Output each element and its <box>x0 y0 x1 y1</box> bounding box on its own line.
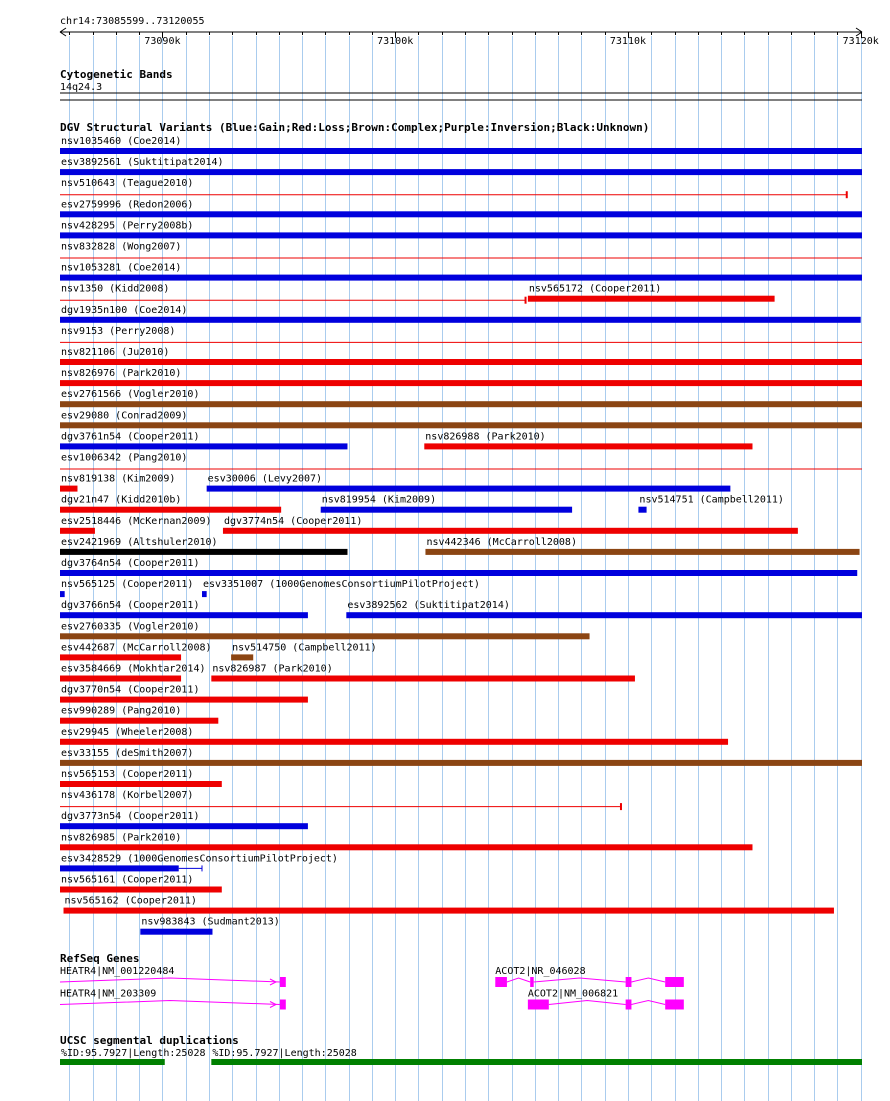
dgv-variant-label: dgv21n47 (Kidd2010b) <box>61 494 182 506</box>
ruler-tick-label: 73120k <box>842 36 879 47</box>
dgv-variant-label: nsv826985 (Park2010) <box>61 832 182 844</box>
dgv-variant[interactable] <box>202 579 480 597</box>
dgv-variant[interactable] <box>60 558 857 576</box>
dgv-variant[interactable] <box>60 748 862 766</box>
segdup-item[interactable] <box>211 1048 862 1065</box>
refseq-exon <box>626 977 632 987</box>
segmental-duplications-track[interactable] <box>60 1034 862 1065</box>
dgv-variant[interactable] <box>60 853 338 871</box>
dgv-variant-bar <box>211 676 635 682</box>
refseq-gene-label: ACOT2|NM_006821 <box>527 988 619 1000</box>
dgv-variant-bar <box>60 317 861 323</box>
ruler-tick-label: 73110k <box>609 36 647 47</box>
dgv-variant-label: esv2760335 (Vogler2010) <box>61 621 200 633</box>
dgv-variant-label: nsv436178 (Korbel2007) <box>61 790 194 802</box>
refseq-gene[interactable] <box>495 966 684 987</box>
dgv-variant-label: nsv1350 (Kidd2008) <box>61 283 170 295</box>
dgv-variant-label: nsv565172 (Cooper2011) <box>528 283 662 295</box>
dgv-variant[interactable] <box>60 600 308 618</box>
dgv-variant-label: nsv510643 (Teague2010) <box>61 178 194 190</box>
dgv-variant[interactable] <box>60 769 222 787</box>
refseq-gene-label: HEATR4|NM_001220484 <box>60 966 175 977</box>
dgv-variant-label: esv3584669 (Mokhtar2014) <box>61 663 206 675</box>
dgv-variant-label: nsv514751 (Campbell2011) <box>639 494 784 506</box>
dgv-variant-label: esv2761566 (Vogler2010) <box>61 389 200 401</box>
refseq-genes-track[interactable] <box>60 952 684 1010</box>
dgv-track-title: DGV Structural Variants (Blue:Gain;Red:Loss;Brown:Complex;Purple:Inversion;Black:Unknown) <box>60 121 650 134</box>
dgv-variant-bar <box>60 422 862 428</box>
dgv-variant-label: nsv1053281 (Coe2014) <box>61 262 182 274</box>
refseq-track-title: RefSeq Genes <box>60 952 140 965</box>
refseq-gene-label: ACOT2|NR_046028 <box>495 966 586 977</box>
dgv-variant[interactable] <box>60 811 308 829</box>
refseq-intron <box>60 1001 280 1005</box>
refseq-intron <box>549 1001 626 1005</box>
dgv-variant[interactable] <box>60 495 281 513</box>
dgv-variant-label: esv442687 (McCarroll2008) <box>61 642 212 654</box>
segdup-item[interactable] <box>60 1048 206 1065</box>
dgv-variant-label: nsv514750 (Campbell2011) <box>232 642 377 654</box>
refseq-exon <box>665 1000 684 1010</box>
dgv-variant-label: nsv1035460 (Coe2014) <box>61 136 182 147</box>
dgv-variant-bar <box>60 232 862 238</box>
dgv-variant[interactable] <box>60 431 347 449</box>
dgv-variant-bar <box>64 908 834 914</box>
dgv-variant-label: nsv826987 (Park2010) <box>212 663 333 675</box>
dgv-variant[interactable] <box>60 242 862 259</box>
dgv-variant-label: dgv3766n54 (Cooper2011) <box>61 600 200 612</box>
dgv-variant-bar <box>321 507 572 513</box>
dgv-variant[interactable] <box>60 136 862 154</box>
dgv-variant[interactable] <box>60 410 862 428</box>
dgv-variant-bar <box>60 887 222 893</box>
dgv-variant-label: esv3351007 (1000GenomesConsortiumPilotProject) <box>203 579 480 591</box>
dgv-variant[interactable] <box>60 305 861 323</box>
dgv-variant-bar <box>60 739 728 745</box>
dgv-variant[interactable] <box>64 896 834 914</box>
dgv-variant-label: esv3892561 (Suktitipat2014) <box>61 157 224 169</box>
dgv-variant-label: nsv983843 (Sudmant2013) <box>141 916 280 928</box>
dgv-variant-bar <box>60 211 862 217</box>
dgv-variant-bar <box>60 401 862 407</box>
dgv-variant[interactable] <box>60 347 862 365</box>
dgv-variant[interactable] <box>60 453 862 470</box>
refseq-gene-label: HEATR4|NM_203309 <box>60 988 157 1000</box>
segdup-bar <box>211 1059 862 1065</box>
dgv-variant-bar <box>60 654 181 660</box>
dgv-variant[interactable] <box>60 284 526 304</box>
ruler-ticks <box>70 32 879 47</box>
dgv-variant[interactable] <box>60 664 206 682</box>
dgv-variant-bar <box>425 549 859 555</box>
dgv-variant-label: nsv826976 (Park2010) <box>61 368 182 380</box>
dgv-variant-label: esv3892562 (Suktitipat2014) <box>347 600 510 612</box>
segdup-label: %ID:95.7927|Length:25028 <box>212 1048 357 1059</box>
dgv-variant-bar <box>60 549 347 555</box>
dgv-variant-bar <box>60 169 862 175</box>
dgv-variant[interactable] <box>60 642 212 660</box>
dgv-variant-bar <box>60 865 179 871</box>
dgv-variant-label: esv29945 (Wheeler2008) <box>61 726 194 738</box>
ruler-tick-label: 73090k <box>144 36 181 47</box>
dgv-variant-bar <box>60 633 590 639</box>
dgv-variant-bar <box>202 591 207 597</box>
dgv-variant[interactable] <box>223 516 798 534</box>
dgv-variant-bar <box>223 528 798 534</box>
dgv-variant[interactable] <box>425 537 859 555</box>
dgv-variant-bar <box>207 486 731 492</box>
dgv-variant-bar <box>60 697 308 703</box>
dgv-variant-label: nsv819138 (Kim2009) <box>61 473 176 485</box>
dgv-variant-label: esv1006342 (Pang2010) <box>61 452 188 464</box>
dgv-variant[interactable] <box>60 263 862 281</box>
dgv-variant-bar <box>60 148 862 154</box>
dgv-variant[interactable] <box>60 157 862 175</box>
dgv-variant-label: esv2518446 (McKernan2009) <box>61 515 212 527</box>
dgv-variant-label: nsv832828 (Wong2007) <box>61 241 182 253</box>
dgv-variant-label: esv29080 (Conrad2009) <box>61 410 188 422</box>
dgv-variant-bar <box>60 486 77 492</box>
dgv-variant-bar <box>60 760 862 766</box>
dgv-structural-variants-track[interactable] <box>60 121 862 935</box>
segdup-track-title: UCSC segmental duplications <box>60 1034 239 1047</box>
dgv-variant-label: dgv1935n100 (Coe2014) <box>61 304 188 316</box>
dgv-variant[interactable] <box>60 220 862 238</box>
dgv-variant[interactable] <box>211 664 635 682</box>
dgv-variant-bar <box>60 275 862 281</box>
dgv-variant[interactable] <box>231 642 377 660</box>
cytoband-track-title: Cytogenetic Bands <box>60 68 173 81</box>
dgv-variant-bar <box>60 359 862 365</box>
dgv-variant[interactable] <box>346 600 862 618</box>
dgv-variant-label: nsv428295 (Perry2008b) <box>61 220 194 232</box>
refseq-exon <box>280 1000 286 1010</box>
dgv-variant[interactable] <box>60 326 862 343</box>
dgv-variant-label: dgv3773n54 (Cooper2011) <box>61 811 200 823</box>
dgv-variant[interactable] <box>60 790 621 810</box>
dgv-variant-label: nsv565125 (Cooper2011) <box>61 579 194 591</box>
refseq-intron <box>631 978 665 982</box>
refseq-intron <box>60 978 280 982</box>
cytoband-label: 14q24.3 <box>60 82 103 93</box>
dgv-variant[interactable] <box>321 495 572 513</box>
refseq-intron <box>507 978 530 982</box>
refseq-exon <box>528 1000 549 1010</box>
dgv-variant-label: dgv3764n54 (Cooper2011) <box>61 558 200 569</box>
dgv-variant[interactable] <box>60 537 347 555</box>
dgv-variant-bar <box>60 570 857 576</box>
dgv-variant[interactable] <box>60 685 308 703</box>
ruler-tick-label: 73100k <box>377 36 414 47</box>
dgv-variant[interactable] <box>140 917 279 935</box>
dgv-variant-label: esv30006 (Levy2007) <box>207 473 323 485</box>
dgv-variant-bar <box>60 443 347 449</box>
dgv-variant-bar <box>424 443 752 449</box>
location-label: chr14:73085599..73120055 <box>60 16 205 27</box>
dgv-variant-label: nsv819954 (Kim2009) <box>321 494 437 506</box>
dgv-variant-label: dgv3770n54 (Cooper2011) <box>61 684 200 696</box>
dgv-variant[interactable] <box>60 178 847 198</box>
refseq-intron <box>631 1001 665 1005</box>
dgv-variant-bar <box>60 676 181 682</box>
dgv-variant-items[interactable] <box>60 136 862 935</box>
refseq-exon <box>530 977 533 987</box>
dgv-variant[interactable] <box>60 199 862 217</box>
segdup-items[interactable] <box>60 1048 862 1065</box>
dgv-variant[interactable] <box>60 706 218 724</box>
dgv-variant-bar <box>60 718 218 724</box>
dgv-variant-label: nsv9153 (Perry2008) <box>61 325 176 337</box>
dgv-variant-label: nsv826988 (Park2010) <box>425 431 546 443</box>
dgv-variant[interactable] <box>638 495 784 513</box>
dgv-variant-bar <box>60 781 222 787</box>
dgv-variant-label: nsv821106 (Ju2010) <box>61 347 170 358</box>
dgv-variant[interactable] <box>60 727 728 745</box>
dgv-variant-bar <box>60 528 95 534</box>
cytogenetic-bands-track[interactable] <box>60 68 862 100</box>
dgv-variant-label: dgv3761n54 (Cooper2011) <box>61 431 200 443</box>
dgv-variant[interactable] <box>424 431 752 449</box>
dgv-variant-bar <box>528 296 775 302</box>
dgv-variant-label: esv2421969 (Altshuler2010) <box>61 536 218 548</box>
dgv-variant-label: esv990289 (Pang2010) <box>61 705 182 717</box>
dgv-variant[interactable] <box>60 389 862 407</box>
dgv-variant-bar <box>60 380 862 386</box>
dgv-variant[interactable] <box>60 579 193 597</box>
dgv-variant-label: nsv565162 (Cooper2011) <box>64 895 197 907</box>
refseq-exon <box>495 977 507 987</box>
dgv-variant-label: nsv565153 (Cooper2011) <box>61 769 194 780</box>
dgv-variant[interactable] <box>60 474 175 492</box>
dgv-variant-bar <box>140 929 212 935</box>
segdup-label: %ID:95.7927|Length:25028 <box>61 1048 206 1059</box>
dgv-variant-bar <box>60 844 752 850</box>
ruler-track[interactable] <box>60 16 879 47</box>
dgv-variant-bar <box>60 823 308 829</box>
dgv-variant-label: nsv442346 (McCarroll2008) <box>426 536 577 548</box>
dgv-variant-label: esv33155 (deSmith2007) <box>61 747 194 759</box>
dgv-variant-bar <box>346 612 862 618</box>
dgv-variant-label: dgv3774n54 (Cooper2011) <box>223 515 363 527</box>
dgv-variant-label: esv2759996 (Redon2006) <box>61 199 194 211</box>
refseq-intron <box>534 978 626 982</box>
dgv-variant-bar <box>638 507 646 513</box>
dgv-variant-label: nsv565161 (Cooper2011) <box>61 874 194 886</box>
dgv-variant[interactable] <box>60 516 212 534</box>
dgv-variant-bar <box>231 654 253 660</box>
refseq-exon <box>665 977 684 987</box>
refseq-exon <box>280 977 286 987</box>
dgv-variant[interactable] <box>60 621 590 639</box>
dgv-variant[interactable] <box>60 875 222 893</box>
dgv-variant[interactable] <box>60 832 752 850</box>
refseq-exon <box>626 1000 632 1010</box>
dgv-variant-label: esv3428529 (1000GenomesConsortiumPilotProject) <box>61 853 338 865</box>
dgv-variant-bar <box>60 612 308 618</box>
segdup-bar <box>60 1059 165 1065</box>
dgv-variant[interactable] <box>60 368 862 386</box>
dgv-variant[interactable] <box>528 284 775 302</box>
refseq-gene-items[interactable] <box>60 966 684 1010</box>
dgv-variant-bar <box>60 507 281 513</box>
dgv-variant-bar <box>60 591 65 597</box>
